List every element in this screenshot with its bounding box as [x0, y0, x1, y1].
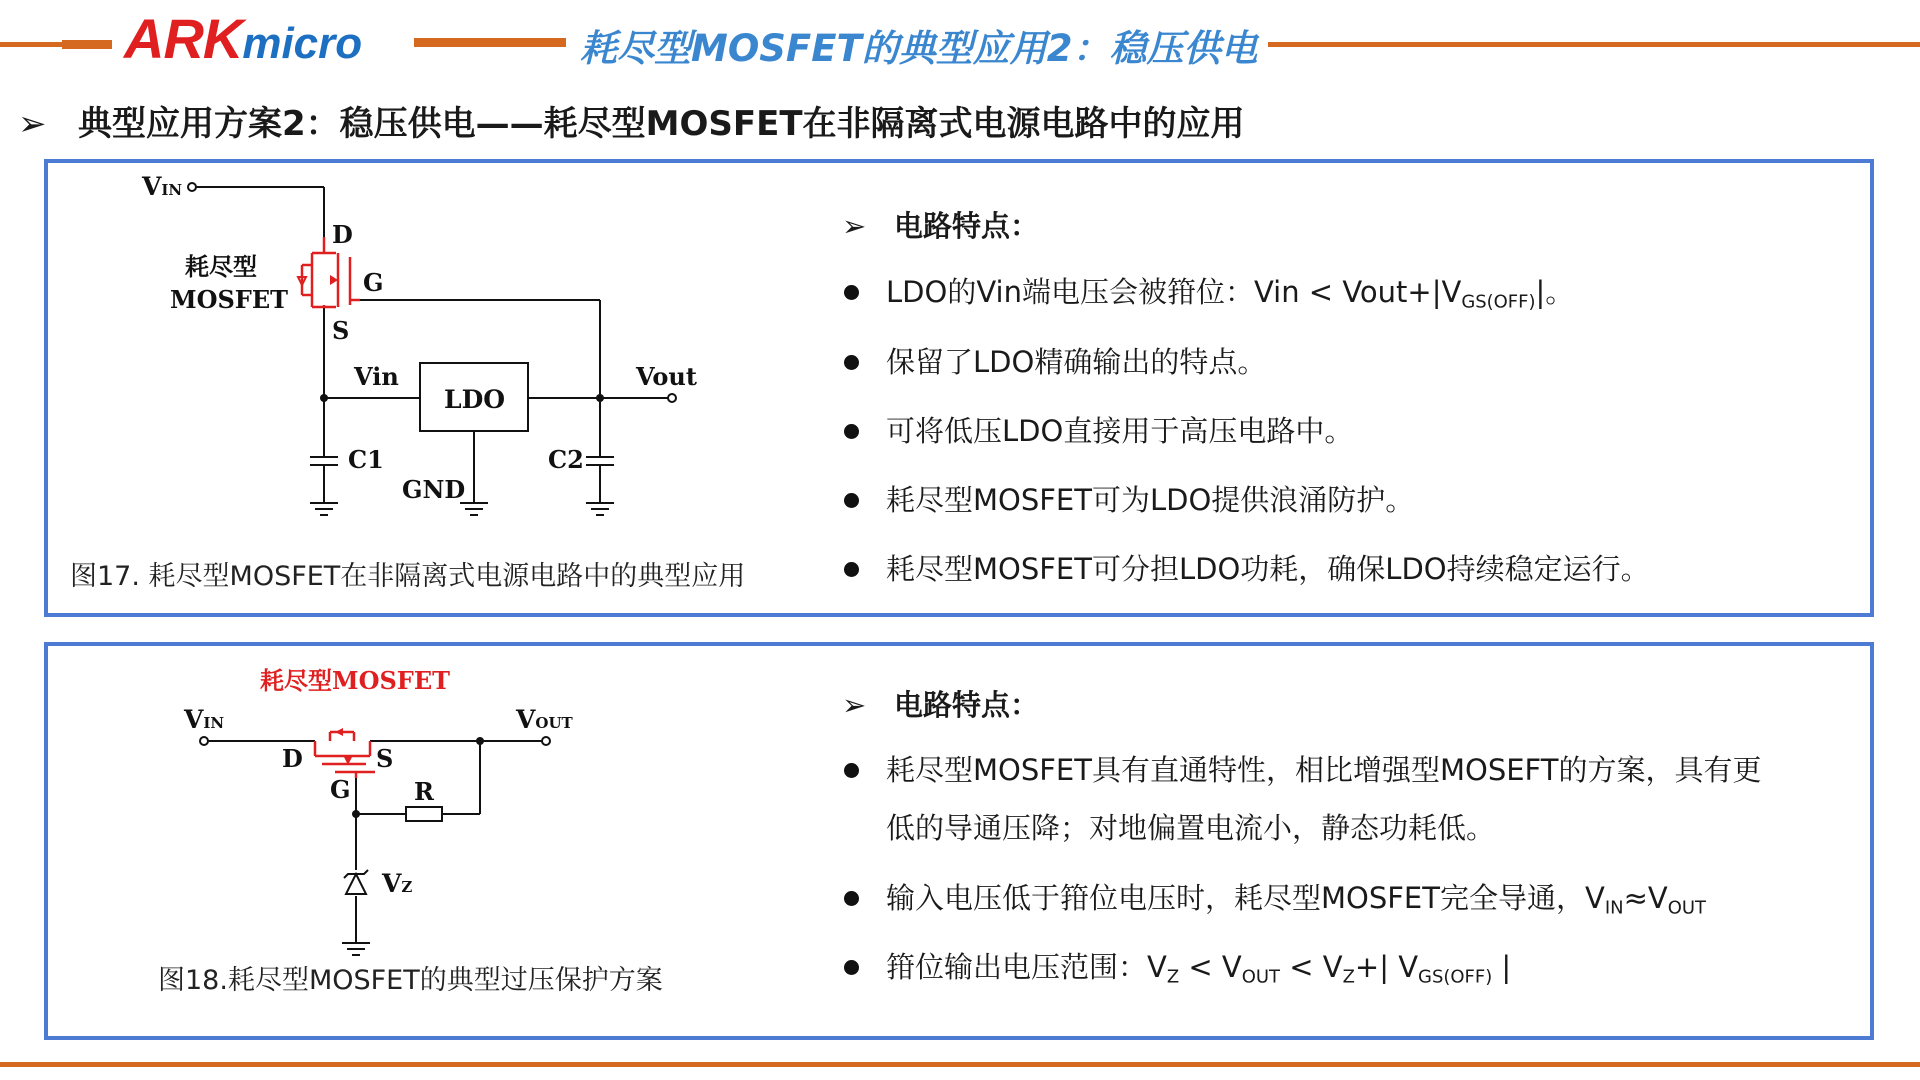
gnd-label: GND: [402, 475, 466, 504]
bullet-text: 耗尽型MOSFET可分担LDO功耗，确保LDO持续稳定运行。: [886, 552, 1650, 586]
mosfet-symbol: [315, 732, 375, 778]
mosfet-label-line2: MOSFET: [170, 285, 288, 314]
figure-caption-17: 图17. 耗尽型MOSFET在非隔离式电源电路中的典型应用: [70, 561, 746, 592]
ovp-resistor-label: R: [414, 777, 434, 806]
brand-logo: [124, 6, 362, 71]
bullet-dot-icon: [844, 285, 859, 300]
header-line-mid: [414, 38, 566, 47]
feature-bullet-7: [844, 869, 1854, 937]
bullet-text-b: ≈V: [1623, 881, 1668, 915]
ovp-source-label: S: [376, 744, 394, 773]
svg-text:VIN: [183, 705, 224, 734]
svg-text:VZ: [381, 869, 412, 898]
ovp-vout-sub: OUT: [535, 714, 573, 732]
circuit-diagram-ovp: [170, 660, 610, 960]
feature-bullet-8: [844, 938, 1854, 1006]
ovp-vout-label: V: [516, 705, 536, 734]
ldo-vin-label: Vin: [354, 362, 399, 391]
ovp-gate-label: G: [330, 775, 351, 804]
bullet-sub-out: OUT: [1667, 897, 1706, 919]
vin-label: V: [142, 172, 162, 201]
footer-line: [0, 1062, 1920, 1067]
header-line-left-accent: [62, 40, 112, 49]
bullet-dot-icon: [844, 424, 859, 439]
ovp-vin-sub: IN: [203, 714, 225, 732]
bullet-text: 保留了LDO精确输出的特点。: [886, 345, 1267, 379]
arrow-icon: ➢: [18, 104, 47, 144]
bullet-sub: GS(OFF): [1461, 291, 1536, 313]
bullet-text-d: +| V: [1354, 950, 1419, 984]
svg-text:VOUT: [515, 705, 574, 734]
feature-bullet-3: [844, 402, 1844, 460]
ldo-label: LDO: [444, 385, 506, 414]
features-title-text: 电路特点：: [894, 688, 1040, 722]
vout-label: Vout: [636, 362, 697, 391]
brand-micro: micro: [242, 19, 363, 68]
bullet-text-a: 箝位输出电压范围：V: [886, 950, 1167, 984]
bullet-text-c: < V: [1280, 950, 1343, 984]
bullet-text-line2: 低的导通压降；对地偏置电流小，静态功耗低。: [886, 811, 1496, 845]
bullet-dot-icon: [844, 493, 859, 508]
bullet-text-b: |。: [1535, 275, 1575, 309]
features-title-text: 电路特点：: [894, 209, 1040, 243]
c2-label: C2: [548, 445, 584, 474]
section-heading: [18, 96, 1245, 145]
bullet-sub-z1: Z: [1166, 966, 1180, 988]
feature-bullet-1: [844, 263, 1844, 331]
arrow-icon: ➢: [842, 209, 867, 243]
feature-bullet-5: [844, 540, 1844, 598]
ovp-vin-label: V: [184, 705, 204, 734]
bullet-text: 可将低压LDO直接用于高压电路中。: [886, 414, 1354, 448]
figure-caption-18: 图18.耗尽型MOSFET的典型过压保护方案: [158, 965, 663, 996]
feature-bullet-4: [844, 471, 1844, 529]
bullet-text-a: 输入电压低于箝位电压时，耗尽型MOSFET完全导通，V: [886, 881, 1605, 915]
ovp-drain-label: D: [282, 744, 303, 773]
bullet-text: 耗尽型MOSFET可为LDO提供浪涌防护。: [886, 483, 1415, 517]
features-title-1: [842, 204, 1039, 245]
bullet-dot-icon: [844, 763, 859, 778]
header-line-left: [0, 42, 62, 47]
feature-bullet-2: [844, 333, 1844, 391]
bullet-sub-in: IN: [1604, 897, 1624, 919]
header-line-right: [1268, 42, 1920, 47]
gate-label: G: [363, 268, 384, 297]
ovp-vz-sub: Z: [401, 878, 413, 896]
feature-bullet-6: [844, 741, 1854, 857]
bullet-dot-icon: [844, 891, 859, 906]
drain-label: D: [332, 220, 353, 249]
vin-sub: IN: [161, 181, 183, 199]
bullet-text-a: LDO的Vin端电压会被箝位：Vin < Vout+|V: [886, 275, 1462, 309]
bullet-text-b: < V: [1179, 950, 1242, 984]
bullet-dot-icon: [844, 355, 859, 370]
brand-ark: ARK: [124, 7, 243, 70]
bullet-dot-icon: [844, 960, 859, 975]
bullet-dot-icon: [844, 562, 859, 577]
bullet-text-line1: 耗尽型MOSFET具有直通特性，相比增强型MOSEFT的方案，具有更: [886, 753, 1762, 787]
source-label: S: [332, 316, 350, 345]
ovp-mosfet-label: 耗尽型MOSFET: [260, 666, 450, 695]
section-heading-text: 典型应用方案2：稳压供电——耗尽型MOSFET在非隔离式电源电路中的应用: [78, 104, 1245, 144]
svg-text:VIN: [141, 172, 182, 201]
bullet-sub-z2: Z: [1342, 966, 1355, 988]
c1-label: C1: [348, 445, 384, 474]
circuit-diagram-ldo: [130, 165, 730, 535]
ovp-vz-label: V: [382, 869, 402, 898]
bullet-text-e: |: [1492, 950, 1512, 984]
mosfet-label-line1: 耗尽型: [185, 252, 257, 281]
features-title-2: [842, 683, 1039, 724]
bullet-sub-gsoff: GS(OFF): [1418, 966, 1493, 988]
arrow-icon: ➢: [842, 688, 867, 722]
bullet-sub-out: OUT: [1241, 966, 1281, 988]
page-title: 耗尽型MOSFET的典型应用2：稳压供电: [580, 27, 1258, 70]
